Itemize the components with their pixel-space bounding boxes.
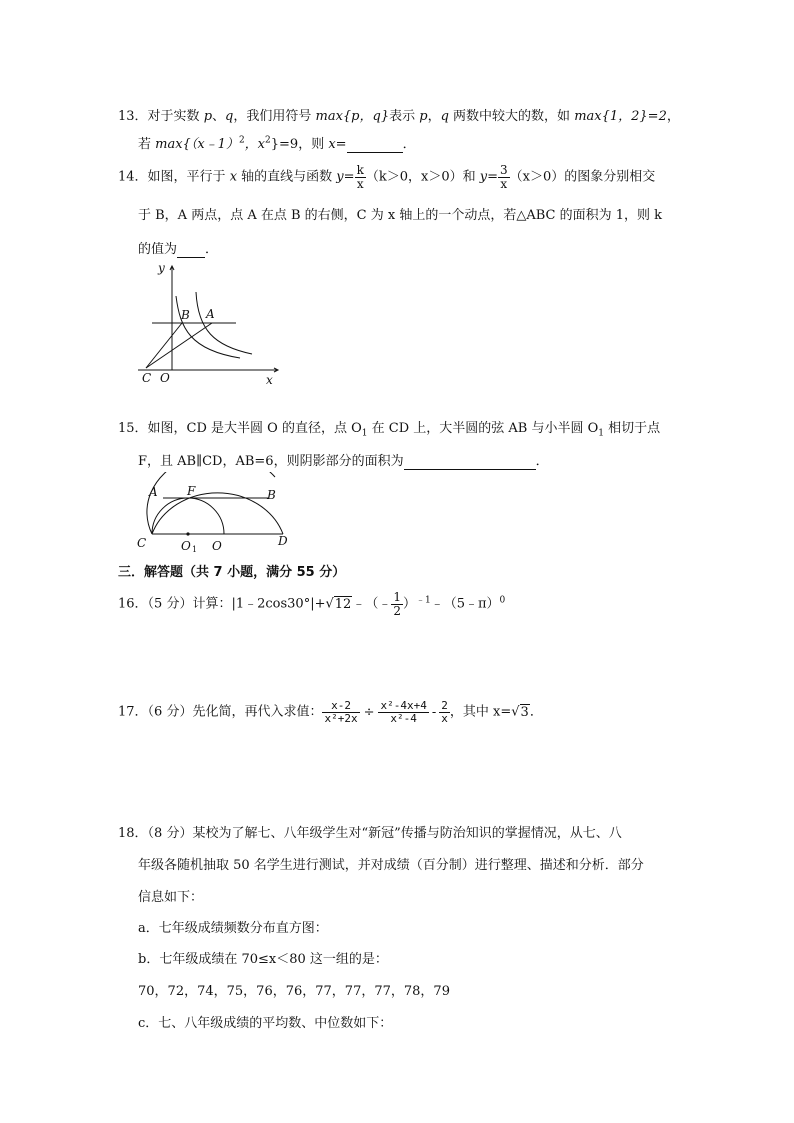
q16-text: ﹣（5﹣π） — [430, 596, 500, 612]
frac-numerator: x-2 — [322, 700, 359, 713]
q13-text: ，我们用符号 — [233, 109, 316, 124]
var-y: y — [336, 169, 344, 185]
minus-sign: - — [431, 704, 437, 720]
q14-line2: 于 B，A 两点，点 A 在点 B 的右侧，C 为 x 轴上的一个动点，若△ABC 的面积为 1，则 k — [138, 208, 663, 223]
frac-numerator: k — [356, 163, 364, 177]
q13-text: 13．对于实数 — [118, 109, 204, 124]
q13-text: 表示 — [389, 109, 420, 124]
point-O1 — [186, 532, 189, 535]
max-expression: ，x — [244, 137, 266, 152]
q17-text: 17．（6 分）先化简，再代入求值： — [118, 704, 323, 720]
label-C: C — [142, 371, 152, 385]
frac-numerator: 2 — [441, 699, 448, 712]
q16-text: ﹣（﹣ — [352, 596, 392, 612]
var-q: q — [440, 109, 449, 124]
label-A: A — [149, 485, 158, 499]
label-F: F — [187, 484, 196, 498]
q18-line3: 信息如下： — [138, 890, 204, 905]
max-expression: max{（x﹣1） — [155, 137, 239, 152]
fraction-k-over-x — [355, 164, 366, 190]
q15-text: 15．如图，CD 是大半圆 O 的直径，点 O — [118, 421, 362, 436]
q13-text: 两数中较大的数，如 — [448, 109, 575, 124]
section-title: 三．解答题（共 7 小题，满分 55 分） — [118, 565, 346, 580]
q13-line2 — [138, 133, 416, 153]
exponent: 2 — [238, 135, 245, 146]
var-q: q — [225, 109, 234, 124]
q17-line: 17．（6 分）先化简，再代入求值： $\frac{x-2}{\text{x²+2x}}$ ÷ $\frac{\text{x²-4x+4}}{\text{x²-4}}$ - $\frac{2}{x}$ ，其中 x=√3． — [118, 699, 543, 725]
frac-numerator: 3 — [500, 163, 508, 177]
answer-blank[interactable] — [177, 242, 205, 258]
q15-figure — [135, 472, 295, 554]
label-O1-subscript: 1 — [192, 545, 198, 554]
q18-line1: 18．（8 分）某校为了解七、八年级学生对“新冠”传播与防治知识的掌握情况，从七、八 — [118, 826, 622, 841]
q13-text: = — [335, 137, 347, 152]
q18-line2: 年级各随机抽取 50 名学生进行测试，并对成绩（百分制）进行整理、描述和分析．部分 — [138, 858, 644, 873]
q14-figure — [130, 258, 290, 390]
q13-text: ， — [666, 109, 680, 124]
label-B: B — [181, 308, 190, 322]
q14-text: 14．如图，平行于 — [118, 169, 230, 185]
exponent: 0 — [499, 595, 506, 606]
q18-item-b: b．七年级成绩在 70≤x＜80 这一组的是： — [138, 952, 388, 967]
q14-text: 轴的直线与函数 — [237, 169, 337, 185]
q15-text: 相切于点 — [604, 421, 661, 436]
q13-text: ． — [402, 137, 416, 152]
sqrt-radicand: 12 — [334, 596, 352, 612]
q14-text: = — [487, 169, 498, 185]
answer-blank[interactable] — [404, 454, 536, 470]
q18-data-list: 70，72，74，75，76，76，77，77，77，78，79 — [138, 984, 450, 999]
label-y: y — [158, 261, 165, 275]
label-O: O — [160, 371, 170, 385]
q14-text: ． — [205, 242, 219, 257]
q15-text: 在 CD 上，大半圆的弦 AB 与小半圆 O — [367, 421, 599, 436]
var-p: p — [203, 109, 213, 124]
q18-item-a: a．七年级成绩频数分布直方图： — [138, 921, 328, 936]
fraction-2 — [378, 700, 428, 724]
frac-denominator: x — [500, 176, 508, 191]
var-p: p — [419, 109, 428, 124]
q18-item-c: c．七、八年级成绩的平均数、中位数如下： — [138, 1016, 393, 1031]
exponent: ﹣1 — [415, 595, 431, 606]
var-x: x — [328, 137, 336, 152]
label-O1: O — [181, 539, 191, 553]
label-x: x — [266, 373, 273, 387]
q15-line1 — [118, 417, 660, 439]
frac-denominator: x²-4 — [390, 711, 417, 725]
label-B: B — [267, 488, 276, 502]
label-C: C — [137, 536, 147, 550]
frac-denominator: x — [356, 176, 364, 191]
var-y: y — [479, 169, 488, 185]
label-D: D — [278, 534, 288, 548]
fraction-1 — [322, 700, 359, 724]
fraction-3-over-x — [498, 164, 510, 190]
q16-line: 16．（5 分）计算：|1﹣2cos30°|+√12﹣（﹣ $\frac{1}{2}$ ）$^{﹣1}$﹣（5﹣π）$^0$ — [118, 590, 506, 618]
q15-text: ． — [535, 454, 549, 469]
q17-text: ，其中 x= — [449, 704, 512, 720]
division-sign: ÷ — [363, 704, 375, 720]
frac-denominator: x — [441, 711, 448, 725]
sqrt-radicand: 3 — [520, 704, 529, 720]
frac-denominator: 2 — [393, 603, 401, 618]
answer-blank[interactable] — [347, 137, 403, 153]
q14-text: （x＞0）的图象分别相交 — [509, 169, 656, 185]
q16-text: ） — [402, 596, 416, 612]
q14-text: = — [343, 169, 355, 185]
q15-text: F，且 AB∥CD，AB=6，则阴影部分的面积为 — [138, 454, 404, 469]
q17-text: ． — [529, 704, 543, 720]
label-A: A — [206, 307, 215, 321]
q14-text: （k＞0，x＞0）和 — [365, 169, 480, 185]
q15-line2 — [138, 450, 549, 470]
max-example: max{1，2}=2 — [574, 109, 667, 124]
q16-text: 16．（5 分）计算：|1﹣2cos30°|+ — [118, 596, 326, 612]
var-x: x — [229, 169, 238, 185]
frac-numerator: x²-4x+4 — [380, 699, 427, 712]
label-O: O — [212, 539, 222, 553]
max-expression: }=9 — [270, 137, 299, 152]
q13-text: 、 — [212, 109, 226, 124]
q13-line1 — [118, 105, 680, 124]
q13-text: 若 — [138, 137, 156, 152]
frac-numerator: 1 — [393, 590, 401, 604]
curve-k-over-x — [176, 296, 240, 358]
frac-denominator: x²+2x — [324, 711, 358, 725]
q13-text: ， — [427, 109, 441, 124]
q14-text: 的值为 — [138, 242, 178, 257]
fraction-3 — [439, 700, 450, 724]
max-notation: max{p，q} — [315, 109, 390, 124]
exponent: 2 — [265, 135, 271, 146]
q14-line1 — [118, 164, 655, 190]
q13-text: ，则 — [298, 137, 329, 152]
segment-CB — [146, 323, 182, 368]
q14-line3 — [138, 238, 218, 258]
fraction-one-half — [391, 591, 403, 617]
subscript: 1 — [598, 428, 604, 439]
subscript: 1 — [361, 428, 368, 439]
